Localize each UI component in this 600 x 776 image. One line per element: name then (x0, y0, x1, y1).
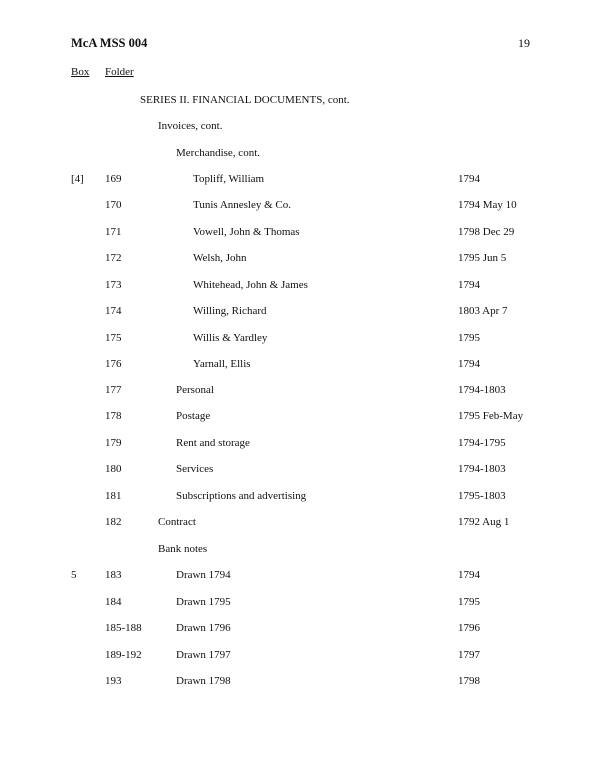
row-date: 1796 (458, 622, 480, 634)
row-date: 1795-1803 (458, 490, 506, 502)
subsubseries-heading: Merchandise, cont. (176, 147, 260, 159)
row-date: 1798 (458, 675, 480, 687)
row-date: 1794 (458, 279, 480, 291)
row-folder: 193 (105, 675, 122, 687)
row-folder: 189-192 (105, 649, 142, 661)
row-title: Willing, Richard (193, 305, 267, 317)
row-folder: 182 (105, 516, 122, 528)
row-folder: 179 (105, 437, 122, 449)
row-folder: 181 (105, 490, 122, 502)
row-folder: 175 (105, 332, 122, 344)
row-date: 1794-1803 (458, 463, 506, 475)
row-folder: 170 (105, 199, 122, 211)
row-folder: 178 (105, 410, 122, 422)
row-date: 1794 (458, 569, 480, 581)
subseries-heading: Invoices, cont. (158, 120, 223, 132)
row-title: Postage (176, 410, 211, 422)
row-title: Subscriptions and advertising (176, 490, 307, 502)
row-title: Vowell, John & Thomas (193, 226, 300, 238)
row-title: Drawn 1797 (176, 649, 231, 661)
row-date: 1795 Jun 5 (458, 252, 507, 264)
row-folder: 173 (105, 279, 122, 291)
row-date: 1798 Dec 29 (458, 226, 515, 238)
column-header-box: Box (71, 66, 90, 78)
row-title: Welsh, John (193, 252, 247, 264)
row-title: Contract (158, 516, 196, 528)
row-date: 1794-1795 (458, 437, 506, 449)
row-folder: 183 (105, 569, 122, 581)
row-folder: 171 (105, 226, 122, 238)
collection-id: McA MSS 004 (71, 36, 148, 50)
row-folder: 184 (105, 596, 122, 608)
series-heading: SERIES II. FINANCIAL DOCUMENTS, cont. (140, 94, 350, 106)
row-title: Yarnall, Ellis (193, 358, 251, 370)
row-folder: 176 (105, 358, 122, 370)
row-title: Willis & Yardley (193, 332, 268, 344)
row-title: Bank notes (158, 543, 208, 555)
page-number: 19 (518, 36, 530, 50)
row-date: 1794 (458, 173, 480, 185)
row-date: 1794 May 10 (458, 199, 517, 211)
row-date: 1792 Aug 1 (458, 516, 510, 528)
row-folder: 185-188 (105, 622, 142, 634)
column-header-folder: Folder (105, 66, 134, 78)
row-title: Drawn 1798 (176, 675, 231, 687)
row-date: 1795 (458, 332, 480, 344)
row-date: 1795 (458, 596, 480, 608)
row-title: Drawn 1794 (176, 569, 231, 581)
row-title: Whitehead, John & James (193, 279, 308, 291)
row-date: 1794-1803 (458, 384, 506, 396)
row-title: Rent and storage (176, 437, 250, 449)
row-title: Tunis Annesley & Co. (193, 199, 292, 211)
row-box: 5 (71, 569, 77, 581)
row-box: [4] (71, 173, 84, 185)
row-title: Personal (176, 384, 214, 396)
row-title: Drawn 1796 (176, 622, 231, 634)
row-title: Drawn 1795 (176, 596, 231, 608)
row-folder: 180 (105, 463, 122, 475)
row-folder: 174 (105, 305, 122, 317)
row-folder: 177 (105, 384, 122, 396)
row-title: Topliff, William (193, 173, 265, 185)
row-date: 1794 (458, 358, 480, 370)
row-folder: 172 (105, 252, 122, 264)
row-title: Services (176, 463, 214, 475)
row-date: 1795 Feb-May (458, 410, 524, 422)
row-date: 1803 Apr 7 (458, 305, 508, 317)
row-folder: 169 (105, 173, 122, 185)
row-date: 1797 (458, 649, 480, 661)
